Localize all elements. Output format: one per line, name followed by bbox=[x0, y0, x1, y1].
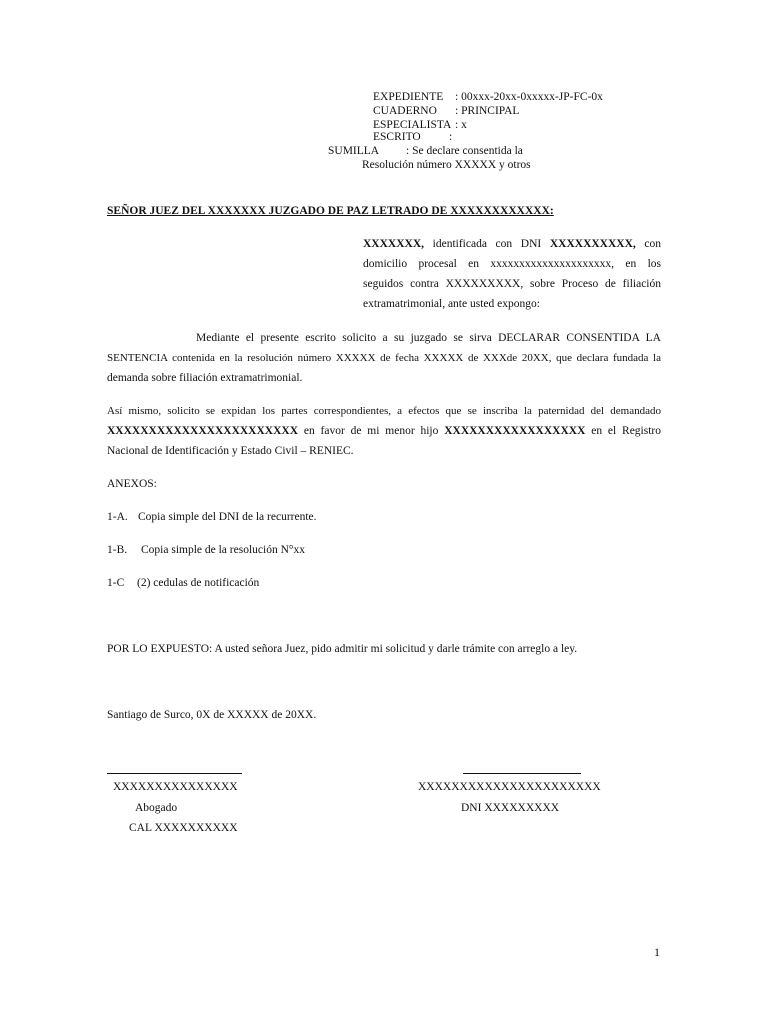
dni-text: identificada con DNI bbox=[432, 238, 542, 250]
para1-line3: demanda sobre filiación extramatrimonial. bbox=[107, 372, 303, 384]
signature-line-left bbox=[107, 773, 242, 774]
con-text: con bbox=[644, 238, 662, 250]
hijo-name: XXXXXXXXXXXXXXXXX bbox=[444, 425, 586, 437]
escrito-line bbox=[373, 131, 452, 143]
addressee-heading: SEÑOR JUEZ DEL XXXXXXX JUZGADO DE PAZ LETRADO DE XXXXXXXXXXXX: bbox=[107, 205, 554, 217]
dni-value: XXXXXXXXXX, bbox=[549, 238, 636, 250]
para1-line2: SENTENCIA contenida en la resolución número XXXXX de fecha XXXXX de XXXde 20XX, que declara fundada la bbox=[107, 352, 661, 364]
lawyer-cal: CAL XXXXXXXXXX bbox=[129, 822, 238, 834]
anexos-title: ANEXOS: bbox=[107, 478, 157, 490]
intro-line-4: extramatrimonial, ante usted expongo: bbox=[363, 298, 540, 310]
petitioner-name: XXXXXXX, bbox=[363, 238, 425, 250]
petitioner-signature-name: XXXXXXXXXXXXXXXXXXXXXX bbox=[418, 781, 601, 793]
cuaderno-value: : PRINCIPAL bbox=[455, 105, 520, 117]
para2-mid: en favor de mi menor hijo bbox=[303, 425, 439, 437]
lawyer-role: Abogado bbox=[135, 802, 178, 814]
demandado-name: XXXXXXXXXXXXXXXXXXXXXXX bbox=[107, 425, 299, 437]
especialista-value: : x bbox=[455, 119, 467, 131]
intro-block bbox=[363, 238, 661, 318]
page-number: 1 bbox=[654, 945, 660, 959]
especialista-label: ESPECIALISTA bbox=[373, 119, 452, 131]
anexo-text: Copia simple del DNI de la recurrente. bbox=[138, 511, 317, 523]
cuaderno-line bbox=[373, 105, 519, 117]
intro-line-3: seguidos contra XXXXXXXXX, sobre Proceso de filiación bbox=[363, 278, 661, 290]
anexo-code: 1-A. bbox=[107, 511, 128, 523]
anexo-code: 1-B. bbox=[107, 544, 128, 556]
anexo-item bbox=[107, 544, 305, 556]
petitioner-dni: DNI XXXXXXXXX bbox=[461, 802, 560, 814]
place-date: Santiago de Surco, 0X de XXXXX de 20XX. bbox=[107, 709, 317, 721]
anexo-text: (2) cedulas de notificación bbox=[137, 577, 260, 589]
cuaderno-label: CUADERNO bbox=[373, 105, 437, 117]
closing-statement: POR LO EXPUESTO: A usted señora Juez, pido admitir mi solicitud y darle trámite con arreglo a ley. bbox=[107, 643, 578, 655]
sumilla-label: SUMILLA bbox=[328, 145, 380, 157]
expediente-value: : 00xxx-20xx-0xxxxx-JP-FC-0x bbox=[455, 91, 603, 103]
para2-line1: Así mismo, solicito se expidan los partes correspondientes, a efectos que se inscriba la paternidad del demandado bbox=[107, 405, 661, 417]
intro-line-2: domicilio procesal en xxxxxxxxxxxxxxxxxxxxx, en los bbox=[363, 258, 661, 270]
escrito-label: ESCRITO bbox=[373, 131, 421, 143]
intro-line-1 bbox=[363, 238, 661, 258]
anexo-code: 1-C bbox=[107, 577, 125, 589]
para2-line3: Nacional de Identificación y Estado Civil – RENIEC. bbox=[107, 445, 354, 457]
sumilla-value-cont: Resolución número XXXXX y otros bbox=[362, 159, 531, 171]
para2-end: en el Registro bbox=[591, 425, 661, 437]
lawyer-name: XXXXXXXXXXXXXXX bbox=[113, 781, 238, 793]
especialista-line bbox=[373, 119, 467, 131]
para2-line2 bbox=[107, 425, 661, 437]
anexo-item bbox=[107, 577, 259, 589]
expediente-label: EXPEDIENTE bbox=[373, 91, 444, 103]
escrito-value: : bbox=[449, 131, 453, 143]
sumilla-line bbox=[328, 145, 523, 157]
sumilla-value: : Se declare consentida la bbox=[406, 145, 523, 157]
para1-line1: Mediante el presente escrito solicito a su juzgado se sirva DECLARAR CONSENTIDA LA bbox=[196, 332, 661, 344]
anexo-item bbox=[107, 511, 317, 523]
signature-line-right bbox=[463, 773, 581, 774]
expediente-line bbox=[373, 91, 603, 103]
anexo-text: Copia simple de la resolución N°xx bbox=[141, 544, 305, 556]
